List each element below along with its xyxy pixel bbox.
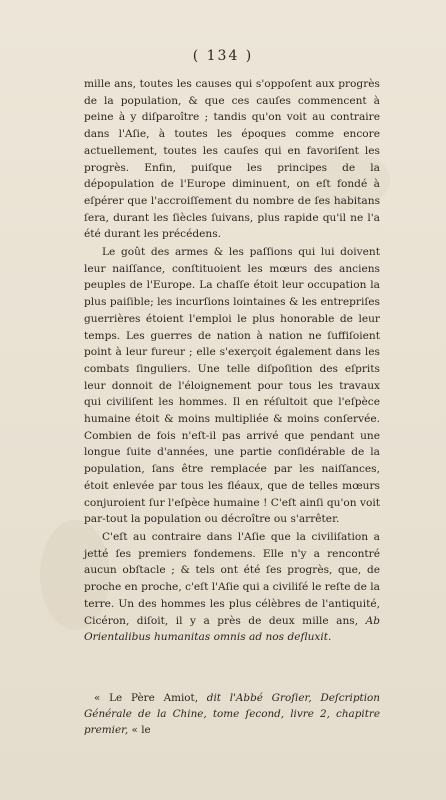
paragraph-text: C'eſt au contraire dans l'Aſie que la civiliſation a jetté ſes premiers fondemens. Elle n'y a rencontré aucun obſtacle ; & tels ont été ſes progrès, que, de proche en proche, c'eſt l'Aſie qui a civiliſé le reſte de la terre. Un des hommes les plus célèbres de l'antiquité, Cicéron, diſoit, il y a près de deux mille ans, [84,530,380,627]
paragraph [84,529,380,646]
footnote-lead: « Le Père Amiot, [94,692,198,704]
footnote-tail: « le [131,724,151,736]
page-number: ( 134 ) [192,48,254,64]
footnote-citation: dit l'Abbé Groſier, Deſcription Générale de la Chine, tome ſecond, livre 2, chapitre premier, [84,692,380,736]
latin-quotation: Ab Orientalibus humanitas omnis ad nos defluxit. [84,614,380,644]
footnote [84,690,380,738]
paragraph: mille ans, toutes les causes qui s'oppoſent aux progrès de la population, & que ces cauſes commencent à peine à y diſparoître ; tandis qu'on voit au contraire dans l'Aſie, à toutes les époques comme encore actuellement, toutes les cauſes qui en favoriſent les progrès. Enfin, puiſque les principes de la dépopulation de l'Europe diminuent, on eſt fondé à eſpérer que l'accroiſſement du nombre de ſes habitans ſera, durant les ſiècles ſuivans, plus rapide qu'il ne l'a été durant les précédens. [84,78,380,241]
main-text [84,76,380,646]
paragraph: Le goût des armes & les paſſions qui lui doivent leur naiſſance, conſtituoient les mœurs des anciens peuples de l'Europe. La chaſſe étoit leur occupation la plus paiſible; les incurſions lointaines & les entrepriſes guerrières étoient l'emploi le plus honorable de leur temps. Les guerres de nation à nation ne ſuffiſoient point à leur fureur ; elle s'exerçoit également dans les combats ſinguliers. Une telle diſpoſition des eſprits leur donnoit de l'éloignement pour tous les travaux qui civiliſent les hommes. Il en réſultoit que l'eſpèce humaine étoit & moins multipliée & moins conſervée. Combien de fois n'eſt-il pas arrivé que pendant une longue ſuite d'années, une partie conſidérable de la population, ſans être remplacée par les naiſſances, étoit enlevée par tous les fléaux, que de telles mœurs conjuroient ſur l'eſpèce humaine ! C'eſt ainſi qu'on voit par-tout la population ou décroître ou s'arrêter. [84,246,380,526]
